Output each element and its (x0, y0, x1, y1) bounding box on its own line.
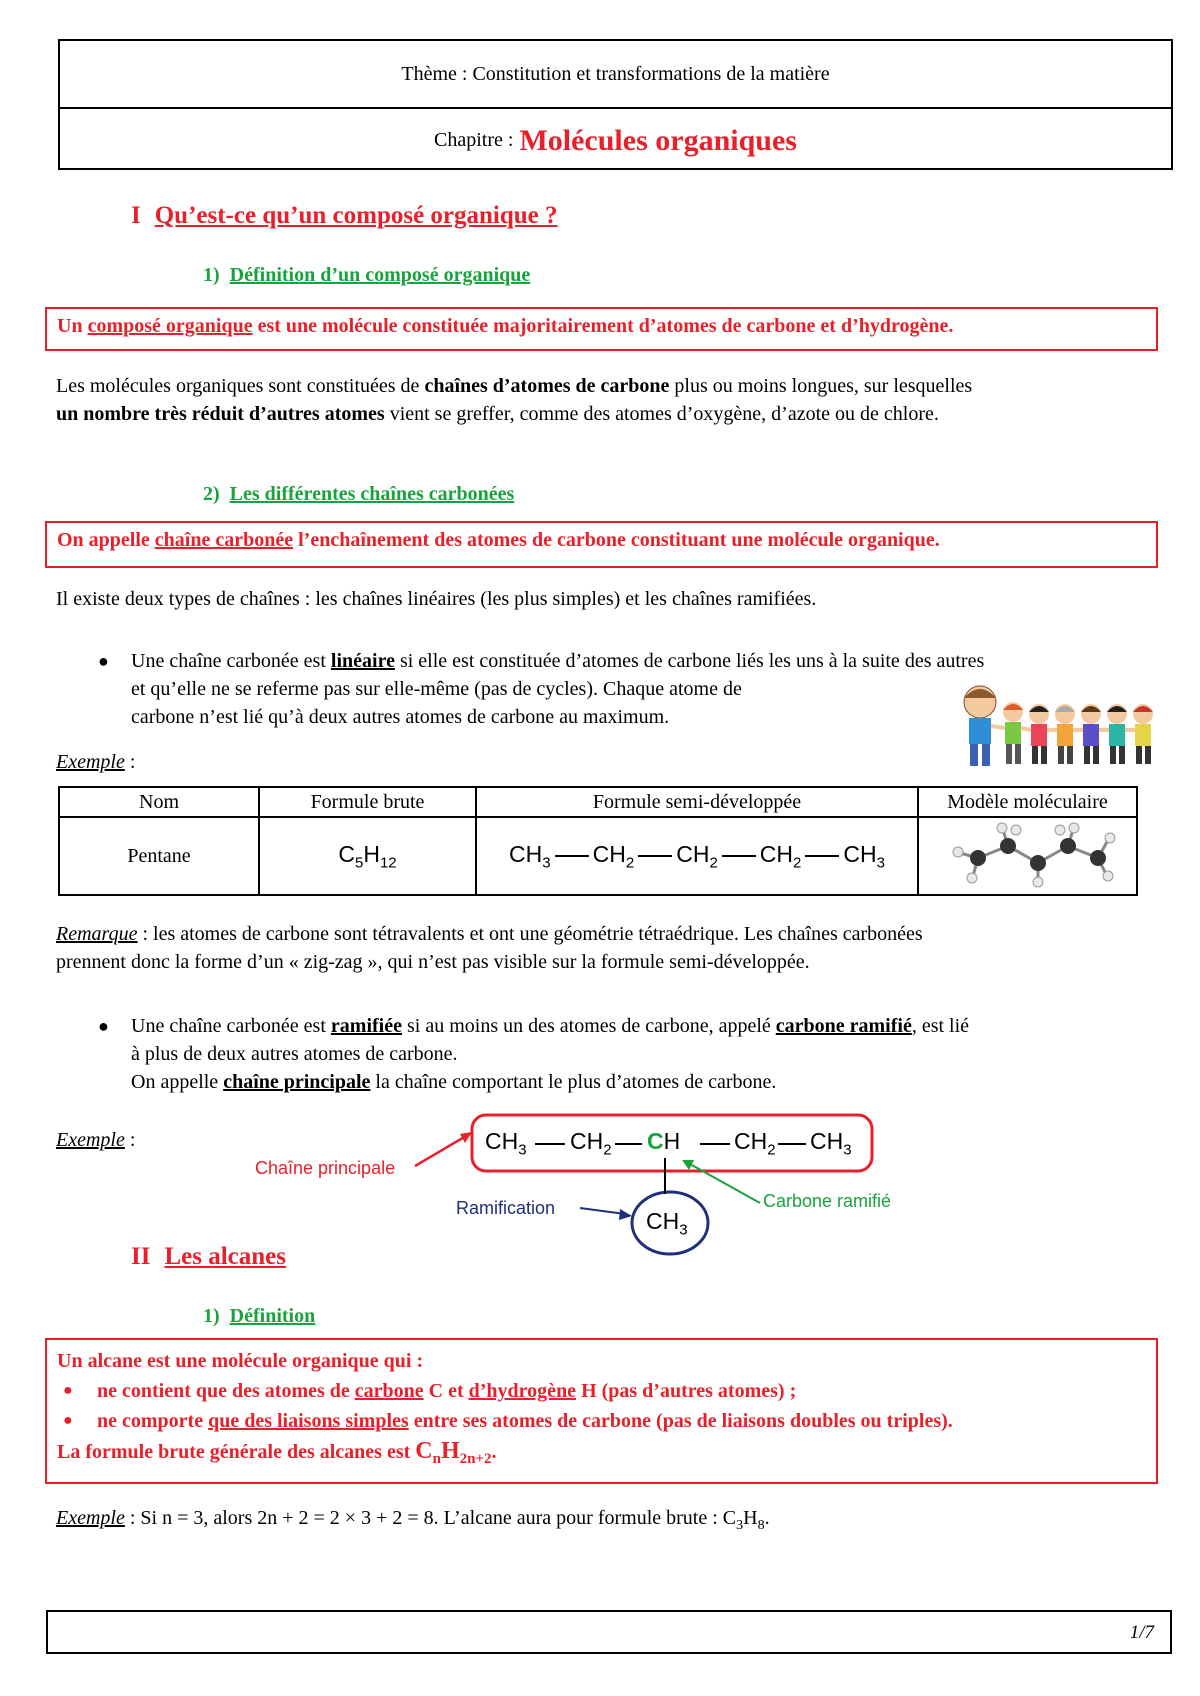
subscript: 3 (542, 854, 551, 872)
term-linear: linéaire (330, 650, 395, 672)
children-svg (955, 680, 1165, 775)
def-line: Un alcane est une molécule organique qui : (57, 1350, 424, 1372)
text: ne contient que des atomes de (97, 1380, 355, 1402)
bond (555, 855, 589, 857)
subsection-1-2-heading (203, 483, 514, 506)
ch2-group (734, 1128, 776, 1159)
subsection-1-1-title: Définition d’un composé organique (229, 264, 531, 286)
pentane-molecular-model (918, 817, 1137, 895)
remark-word: Remarque (56, 923, 138, 945)
definition-box-alkane (45, 1338, 1158, 1484)
paragraph-line: et qu’elle ne se referme pas sur elle-même (pas de cycles). Chaque atome de (131, 678, 742, 700)
subsection-2-1-title: Définition (229, 1305, 316, 1327)
def-text: On appelle (57, 529, 155, 551)
ch3-group (485, 1128, 527, 1159)
alkane-example (56, 1504, 770, 1540)
term: d’hydrogène (468, 1380, 577, 1402)
definition-box-chain (45, 521, 1158, 568)
example-word: Exemple (56, 1129, 125, 1151)
example-label-1 (56, 748, 135, 776)
section-2-heading (131, 1243, 286, 1271)
page-number: 1/7 (1129, 1622, 1154, 1643)
example-word: Exemple (56, 1507, 125, 1529)
text: Une chaîne carbonée est (131, 650, 331, 672)
subsection-1-1-heading (203, 264, 530, 287)
h: H (663, 1128, 681, 1154)
paragraph-line (131, 647, 1151, 675)
table-header-cell: Modèle moléculaire (918, 787, 1137, 817)
ch: CH (759, 840, 794, 867)
paragraph-line: carbone n’est lié qu’à deux autres atomes de carbone au maximum. (131, 706, 670, 728)
ch: CH (592, 840, 626, 867)
subscript: 5 (354, 854, 364, 872)
subscript: 2n+2 (459, 1451, 492, 1467)
ch: CH (843, 840, 877, 867)
text: H (pas d’autres atomes) ; (576, 1380, 797, 1402)
text: entre ses atomes de carbone (pas de liaisons doubles ou triples). (408, 1410, 953, 1432)
subscript: 2 (603, 1141, 612, 1159)
bold-text: un nombre très réduit d’autres atomes (56, 403, 385, 425)
paragraph-line: à plus de deux autres atomes de carbone. (131, 1043, 458, 1065)
pentane-semi-developed (476, 817, 918, 895)
ch: CH (734, 1128, 768, 1154)
footer-box (46, 1610, 1172, 1654)
subsection-2-1-number: 1) (203, 1305, 220, 1327)
text: la chaîne comportant le plus d’atomes de carbone. (370, 1071, 777, 1093)
paragraph-line (131, 1012, 1151, 1040)
chapter-row (60, 109, 1171, 172)
ch: CH (646, 1208, 680, 1234)
text: ne comporte (97, 1410, 209, 1432)
definition-box-organic (45, 307, 1158, 351)
def-term: chaîne carbonée (154, 529, 294, 551)
paragraph-organic (56, 372, 1156, 428)
theme-row (60, 41, 1171, 109)
subscript: 3 (679, 1221, 688, 1239)
branched-chain-diagram (250, 1098, 950, 1278)
def-text: l’enchaînement des atomes de carbone constituant une molécule organique. (293, 529, 940, 551)
formula-h: H (440, 1438, 460, 1464)
def-bullet (57, 1376, 1146, 1406)
text: Les molécules organiques sont constituées de (56, 375, 425, 397)
subscript: 2 (793, 854, 802, 872)
ch: CH (485, 1128, 519, 1154)
section-2-number: II (131, 1243, 151, 1270)
ch: CH (509, 840, 543, 867)
def-text: est une molécule constituée majoritairement d’atomes de carbone et d’hydrogène. (252, 315, 954, 337)
molecular-model-svg (938, 818, 1118, 888)
subscript: 3 (876, 854, 885, 872)
text: vient se greffer, comme des atomes d’oxygène, d’azote ou de chlore. (384, 403, 939, 425)
chapter-title: Molécules organiques (519, 123, 797, 157)
ch2-group (593, 841, 635, 872)
table-header-row (59, 787, 1137, 817)
subsection-1-2-title: Les différentes chaînes carbonées (229, 483, 515, 505)
text: , est lié (911, 1015, 970, 1037)
term: carbone (354, 1380, 424, 1402)
main-chain-label: Chaîne principale (255, 1158, 396, 1178)
theme-text: Thème : Constitution et transformations de la matière (401, 62, 830, 85)
table-header-cell: Nom (59, 787, 259, 817)
def-term: composé organique (87, 315, 253, 337)
paragraph-line (131, 1068, 1151, 1096)
subscript: 2 (709, 854, 718, 872)
section-1-heading (131, 202, 558, 230)
bullet-dot: ● (63, 1412, 73, 1429)
branched-carbon-label: Carbone ramifié (763, 1191, 892, 1211)
subsection-1-1-number: 1) (203, 264, 220, 286)
term: que des liaisons simples (208, 1410, 409, 1432)
paragraph-line: prennent donc la forme d’un « zig-zag », qui n’est pas visible sur la formule semi-développée. (56, 951, 810, 973)
text: H (743, 1507, 758, 1529)
chapter-prefix: Chapitre : (434, 129, 514, 151)
pentane-brute-formula (259, 817, 476, 895)
paragraph-line (56, 372, 1156, 400)
subscript: 3 (518, 1141, 527, 1159)
children-chain-illustration (955, 680, 1165, 775)
remark-paragraph (56, 920, 1156, 976)
ch2-group (676, 841, 718, 872)
table-header-cell: Formule brute (259, 787, 476, 817)
subscript: 2 (767, 1141, 776, 1159)
text: C et (423, 1380, 469, 1402)
section-1-number: I (131, 202, 141, 229)
ch: CH (810, 1128, 844, 1154)
paragraph-line (56, 920, 1156, 948)
subsection-1-2-number: 2) (203, 483, 220, 505)
text: Une chaîne carbonée est (131, 1015, 331, 1037)
semi-developed-formula (477, 841, 917, 872)
term-branched-carbon: carbone ramifié (775, 1015, 912, 1037)
bond (638, 855, 672, 857)
text: : (124, 751, 136, 773)
text: . (491, 1441, 497, 1463)
term-branched: ramifiée (330, 1015, 402, 1037)
example-label-2 (56, 1126, 135, 1154)
text: : (124, 1129, 136, 1151)
subscript: 3 (843, 1141, 852, 1159)
subscript: 2 (625, 854, 635, 872)
ch3-group (509, 841, 551, 872)
section-1-title: Qu’est-ce qu’un composé organique ? (154, 202, 558, 229)
chain-types-intro: Il existe deux types de chaînes : les chaînes linéaires (les plus simples) et les chaînes ramifiées. (56, 588, 817, 610)
text: plus ou moins longues, sur lesquelles (669, 375, 973, 397)
term-main-chain: chaîne principale (223, 1071, 371, 1093)
bullet-dot: ● (63, 1382, 73, 1399)
subscript: 3 (736, 1518, 744, 1533)
text: La formule brute générale des alcanes est (57, 1441, 416, 1463)
bullet-dot: ● (98, 651, 109, 671)
ch2-group (760, 841, 802, 872)
text: : les atomes de carbone sont tétravalents et ont une géométrie tétraédrique. Les chaînes carbonées (137, 923, 923, 945)
ramification-ch3 (646, 1208, 688, 1239)
bullet-branched (98, 1012, 1151, 1096)
subscript: 8 (757, 1518, 765, 1533)
diagram-shapes (250, 1098, 950, 1278)
def-bullet (57, 1406, 1146, 1436)
example-word: Exemple (56, 751, 125, 773)
header-box (58, 39, 1173, 170)
text: . (764, 1507, 770, 1529)
section-2-title: Les alcanes (164, 1243, 286, 1270)
bond (805, 855, 839, 857)
text: On appelle (131, 1071, 224, 1093)
subscript: n (432, 1451, 441, 1467)
branched-carbon-atom: C (647, 1128, 664, 1154)
paragraph-line (56, 400, 1156, 428)
branched-carbon-group (647, 1128, 680, 1155)
formula-c: C (415, 1438, 433, 1464)
table-header-cell: Formule semi-développée (476, 787, 918, 817)
text: si elle est constituée d’atomes de carbone liés les uns à la suite des autres (394, 650, 985, 672)
ch3-group (810, 1128, 852, 1159)
bullet-dot: ● (98, 1016, 109, 1036)
def-text: Un (57, 315, 88, 337)
def-line (57, 1436, 1146, 1474)
table-row (59, 817, 1137, 895)
atom-c: C (338, 840, 355, 867)
text: : Si n = 3, alors 2n + 2 = 2 × 3 + 2 = 8. L’alcane aura pour formule brute : C (124, 1507, 737, 1529)
ch: CH (570, 1128, 604, 1154)
subscript: 12 (379, 854, 397, 872)
ch3-group (843, 841, 885, 872)
pentane-name: Pentane (59, 817, 259, 895)
atom-h: H (363, 840, 380, 867)
ramification-label: Ramification (456, 1198, 556, 1218)
ch2-group (570, 1128, 612, 1159)
ch: CH (676, 840, 710, 867)
bold-text: chaînes d’atomes de carbone (424, 375, 670, 397)
text: si au moins un des atomes de carbone, appelé (401, 1015, 776, 1037)
pentane-table (58, 786, 1138, 896)
subsection-2-1-heading (203, 1305, 315, 1328)
bond (722, 855, 756, 857)
